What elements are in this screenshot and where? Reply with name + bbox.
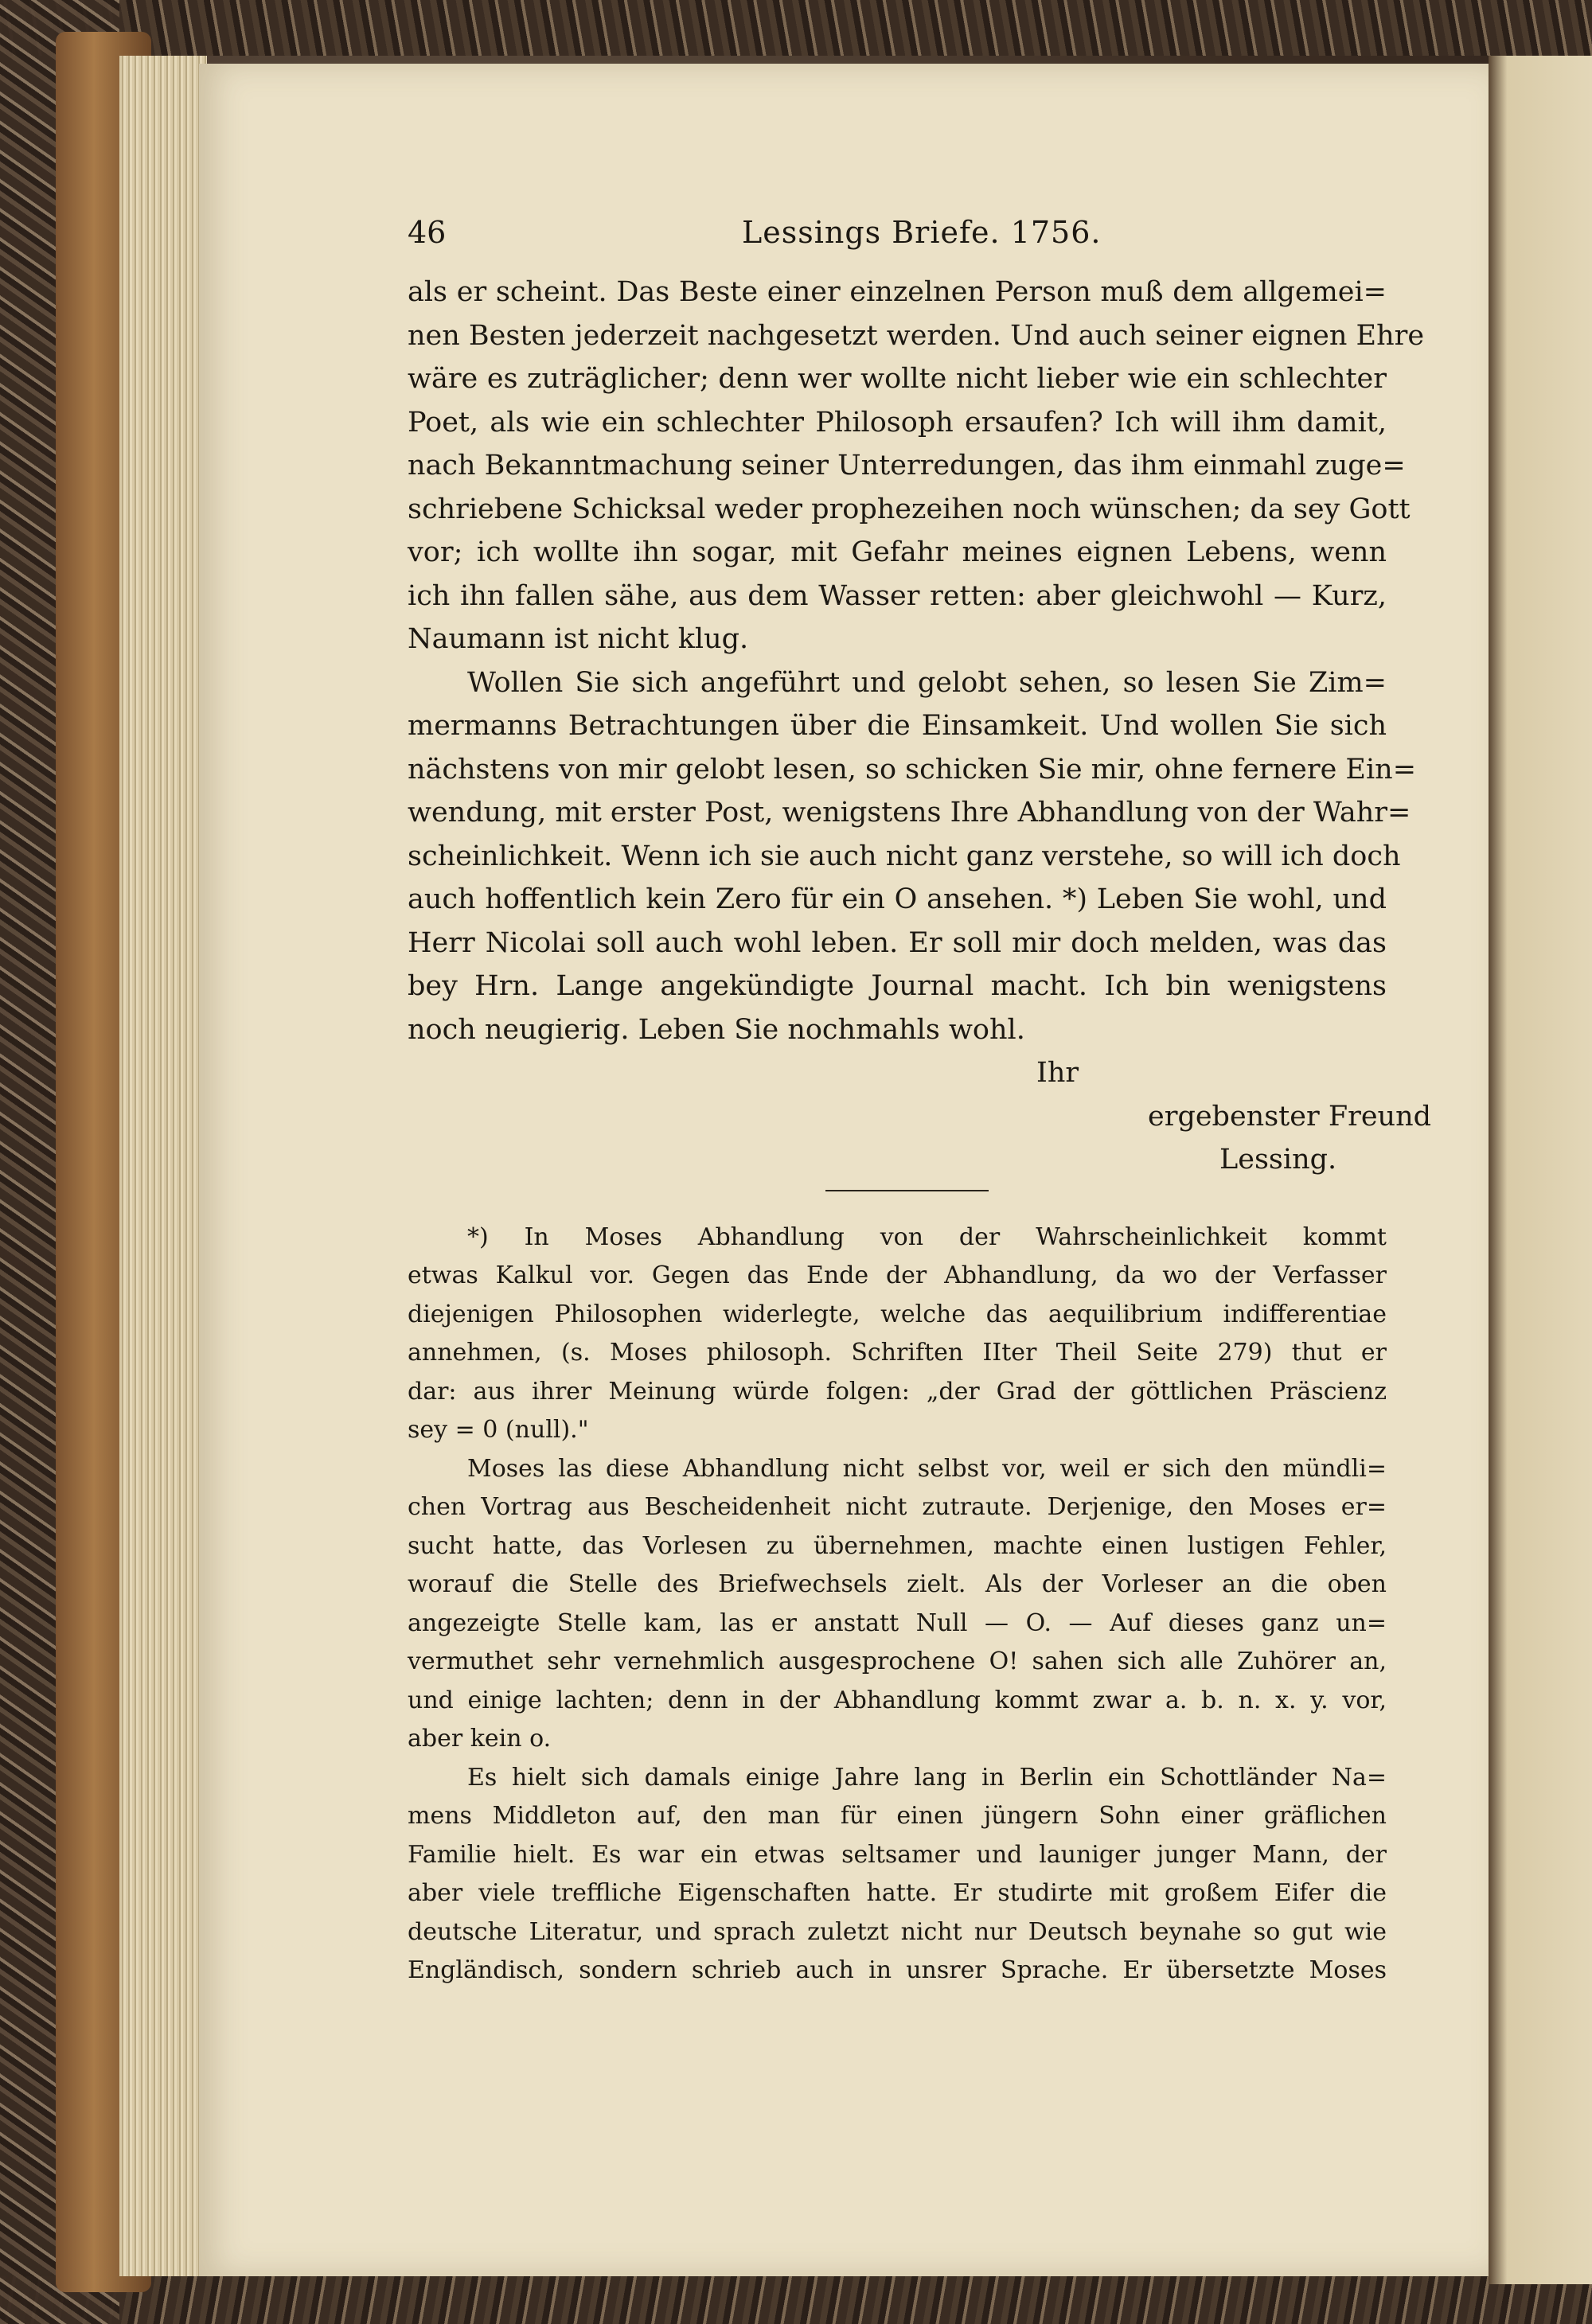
footnote-line: deutsche Literatur, und sprach zuletzt nicht nur Deutsch beynahe so gut wie — [408, 1917, 1387, 1946]
letter-line: Naumann ist nicht klug. — [408, 623, 749, 655]
letter-line: bey Hrn. Lange angekündigte Journal macht. Ich bin wenigstens — [408, 970, 1387, 1002]
footnote-line: dar: aus ihrer Meinung würde folgen: „der Grad der göttlichen Präscienz — [408, 1377, 1387, 1406]
footnote-line: mens Middleton auf, den man für einen jüngern Sohn einer gräflichen — [408, 1802, 1387, 1830]
letter-line: schriebene Schicksal weder prophezeihen noch wünschen; da sey Gott — [408, 493, 1411, 525]
footnote-line: diejenigen Philosophen widerlegte, welche das aequilibrium indifferentiae — [408, 1300, 1387, 1328]
letter-line: wäre es zuträglicher; denn wer wollte nicht lieber wie ein schlechter — [408, 363, 1387, 395]
footnote-line: aber viele treffliche Eigenschaften hatte. Er studirte mit großem Eifer die — [408, 1879, 1387, 1907]
letter-body — [408, 271, 1425, 1051]
closing-signature: Lessing. — [1219, 1144, 1337, 1176]
running-header — [408, 215, 1387, 271]
footnote-line: angezeigte Stelle kam, las er anstatt Null — O. — Auf dieses ganz un= — [408, 1608, 1387, 1637]
footnote-line: etwas Kalkul vor. Gegen das Ende der Abhandlung, da wo der Verfasser — [408, 1261, 1387, 1289]
footnote-line: *) In Moses Abhandlung von der Wahrscheinlichkeit kommt — [467, 1222, 1387, 1251]
letter-line: nen Besten jederzeit nachgesetzt werden. Und auch seiner eignen Ehre — [408, 319, 1425, 352]
letter-line: wendung, mit erster Post, wenigstens Ihre Abhandlung von der Wahr= — [408, 797, 1411, 829]
facing-page-edge — [1489, 56, 1592, 2284]
footnote-line: Engländisch, sondern schrieb auch in unsrer Sprache. Er übersetzte Moses — [408, 1956, 1387, 1984]
footnote-line: sey = 0 (null)." — [408, 1416, 589, 1444]
letter-line: auch hoffentlich kein Zero für ein O ansehen. *) Leben Sie wohl, und — [408, 883, 1387, 915]
footnote-block — [408, 1219, 1387, 1991]
marbled-cover-bottom — [0, 2276, 1592, 2324]
page-number: 46 — [408, 215, 447, 250]
footnote-line: Moses las diese Abhandlung nicht selbst vor, weil er sich den mündli= — [467, 1454, 1387, 1483]
letter-line: mermanns Betrachtungen über die Einsamkeit. Und wollen Sie sich — [408, 710, 1387, 742]
footnote-line: sucht hatte, das Vorlesen zu übernehmen, machte einen lustigen Fehler, — [408, 1531, 1387, 1560]
footnote-line: annehmen, (s. Moses philosoph. Schriften IIter Theil Seite 279) thut er — [408, 1339, 1387, 1367]
footnote-line: chen Vortrag aus Bescheidenheit nicht zutraute. Derjenige, den Moses er= — [408, 1493, 1387, 1521]
marbled-cover-top — [0, 0, 1592, 56]
footnote-line: Es hielt sich damals einige Jahre lang in Berlin ein Schottländer Na= — [467, 1763, 1387, 1792]
letter-line: nächstens von mir gelobt lesen, so schicken Sie mir, ohne fernere Ein= — [408, 753, 1417, 786]
closing-regards: ergebenster Freund — [1148, 1100, 1432, 1133]
letter-line: noch neugierig. Leben Sie nochmahls wohl. — [408, 1013, 1025, 1046]
footnote-line: und einige lachten; denn in der Abhandlung kommt zwar a. b. n. x. y. vor, — [408, 1686, 1387, 1714]
letter-line: vor; ich wollte ihn sogar, mit Gefahr meines eignen Lebens, wenn — [408, 536, 1387, 568]
footnote-line: aber kein o. — [408, 1725, 552, 1753]
footnote-line: worauf die Stelle des Briefwechsels zielt. Als der Vorleser an die oben — [408, 1570, 1387, 1598]
letter-line: ich ihn fallen sähe, aus dem Wasser retten: aber gleichwohl — Kurz, — [408, 579, 1387, 612]
letter-line: nach Bekanntmachung seiner Unterredungen, das ihm einmahl zuge= — [408, 450, 1406, 482]
page-edges — [119, 56, 207, 2276]
letter-closing — [408, 1051, 1432, 1182]
letter-line: als er scheint. Das Beste einer einzelnen Person muß dem allgemei= — [408, 276, 1387, 308]
letter-line: scheinlichkeit. Wenn ich sie auch nicht ganz verstehe, so will ich doch — [408, 840, 1401, 872]
letter-line: Poet, als wie ein schlechter Philosoph ersaufen? Ich will ihm damit, — [408, 406, 1387, 439]
footnote-line: Familie hielt. Es war ein etwas seltsamer und launiger junger Mann, der — [408, 1840, 1387, 1869]
closing-salutation: Ihr — [1036, 1057, 1079, 1089]
letter-line: Wollen Sie sich angeführt und gelobt sehen, so lesen Sie Zim= — [467, 666, 1387, 699]
footnote-rule — [825, 1190, 989, 1191]
running-title: Lessings Briefe. 1756. — [742, 215, 1102, 250]
page-text — [408, 215, 1432, 1991]
footnote-line: vermuthet sehr vernehmlich ausgesprochene O! sahen sich alle Zuhörer an, — [408, 1647, 1387, 1675]
letter-line: Herr Nicolai soll auch wohl leben. Er soll mir doch melden, was das — [408, 926, 1387, 959]
